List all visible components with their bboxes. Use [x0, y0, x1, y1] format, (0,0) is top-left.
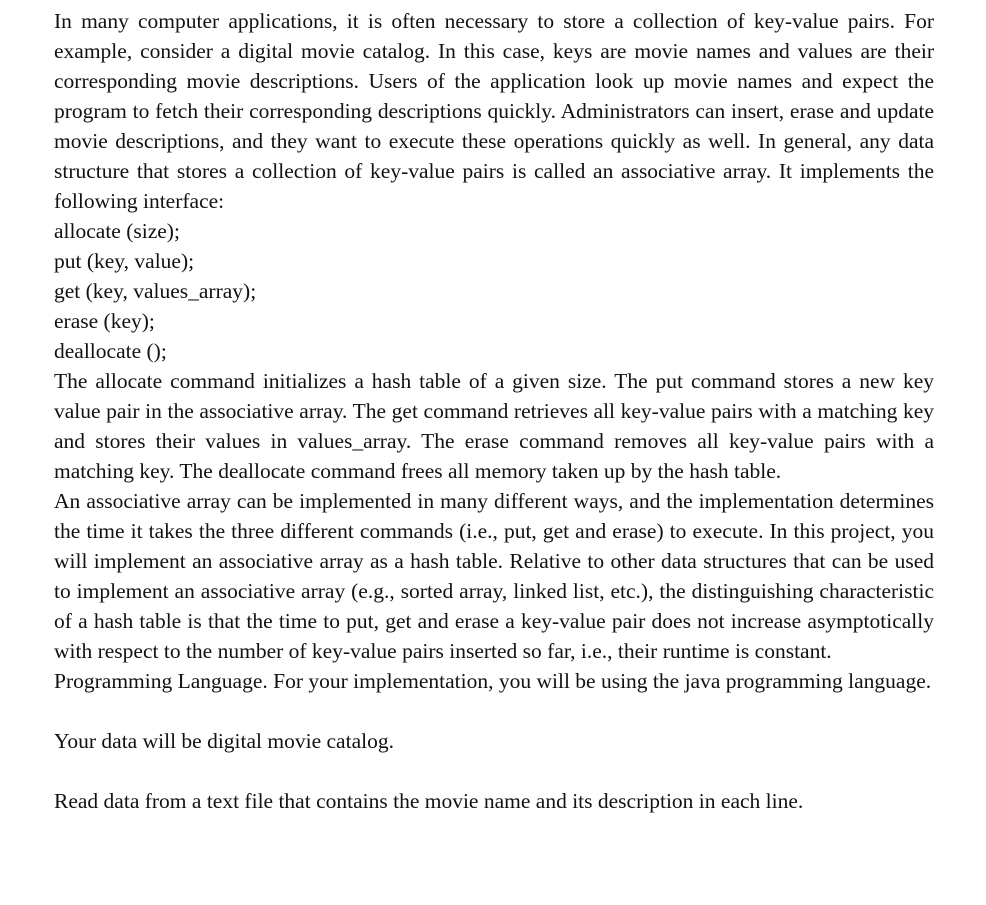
interface-allocate: allocate (size); — [54, 219, 180, 243]
data-paragraph: Your data will be digital movie catalog. — [54, 729, 394, 753]
commands-paragraph: The allocate command initializes a hash table of a given size. The put command stores a new key value pair in the associative array. The get command retrieves all key-value pairs with a matching key and stores their values in values_array. The erase command removes all key-value pairs with a matching key. The deallocate command frees all memory taken up by the hash table. — [54, 369, 934, 483]
spacer — [54, 696, 934, 726]
spacer — [54, 756, 934, 786]
interface-get: get (key, values_array); — [54, 279, 257, 303]
intro-paragraph: In many computer applications, it is often necessary to store a collection of key-value pairs. For example, consider a digital movie catalog. In this case, keys are movie names and values are their corresponding movie descriptions. Users of the application look up movie names and expect the program to fetch their corresponding descriptions quickly. Administrators can insert, erase and update movie descriptions, and they want to execute these operations quickly as well. In general, any data structure that stores a collection of key-value pairs is called an associative array. It implements the following interface: — [54, 9, 934, 213]
interface-put: put (key, value); — [54, 249, 195, 273]
interface-erase: erase (key); — [54, 309, 155, 333]
read-paragraph: Read data from a text file that contains the movie name and its description in each line. — [54, 789, 804, 813]
document-body — [54, 6, 934, 816]
language-paragraph: Programming Language. For your implementation, you will be using the java programming language. — [54, 669, 932, 693]
implementation-paragraph: An associative array can be implemented in many different ways, and the implementation determines the time it takes the three different commands (i.e., put, get and erase) to execute. In this project, you will implement an associative array as a hash table. Relative to other data structures that can be used to implement an associative array (e.g., sorted array, linked list, etc.), the distinguishing characteristic of a hash table is that the time to put, get and erase a key-value pair does not increase asymptotically with respect to the number of key-value pairs inserted so far, i.e., their runtime is constant. — [54, 489, 934, 663]
interface-deallocate: deallocate (); — [54, 339, 167, 363]
interface-list — [54, 216, 934, 366]
